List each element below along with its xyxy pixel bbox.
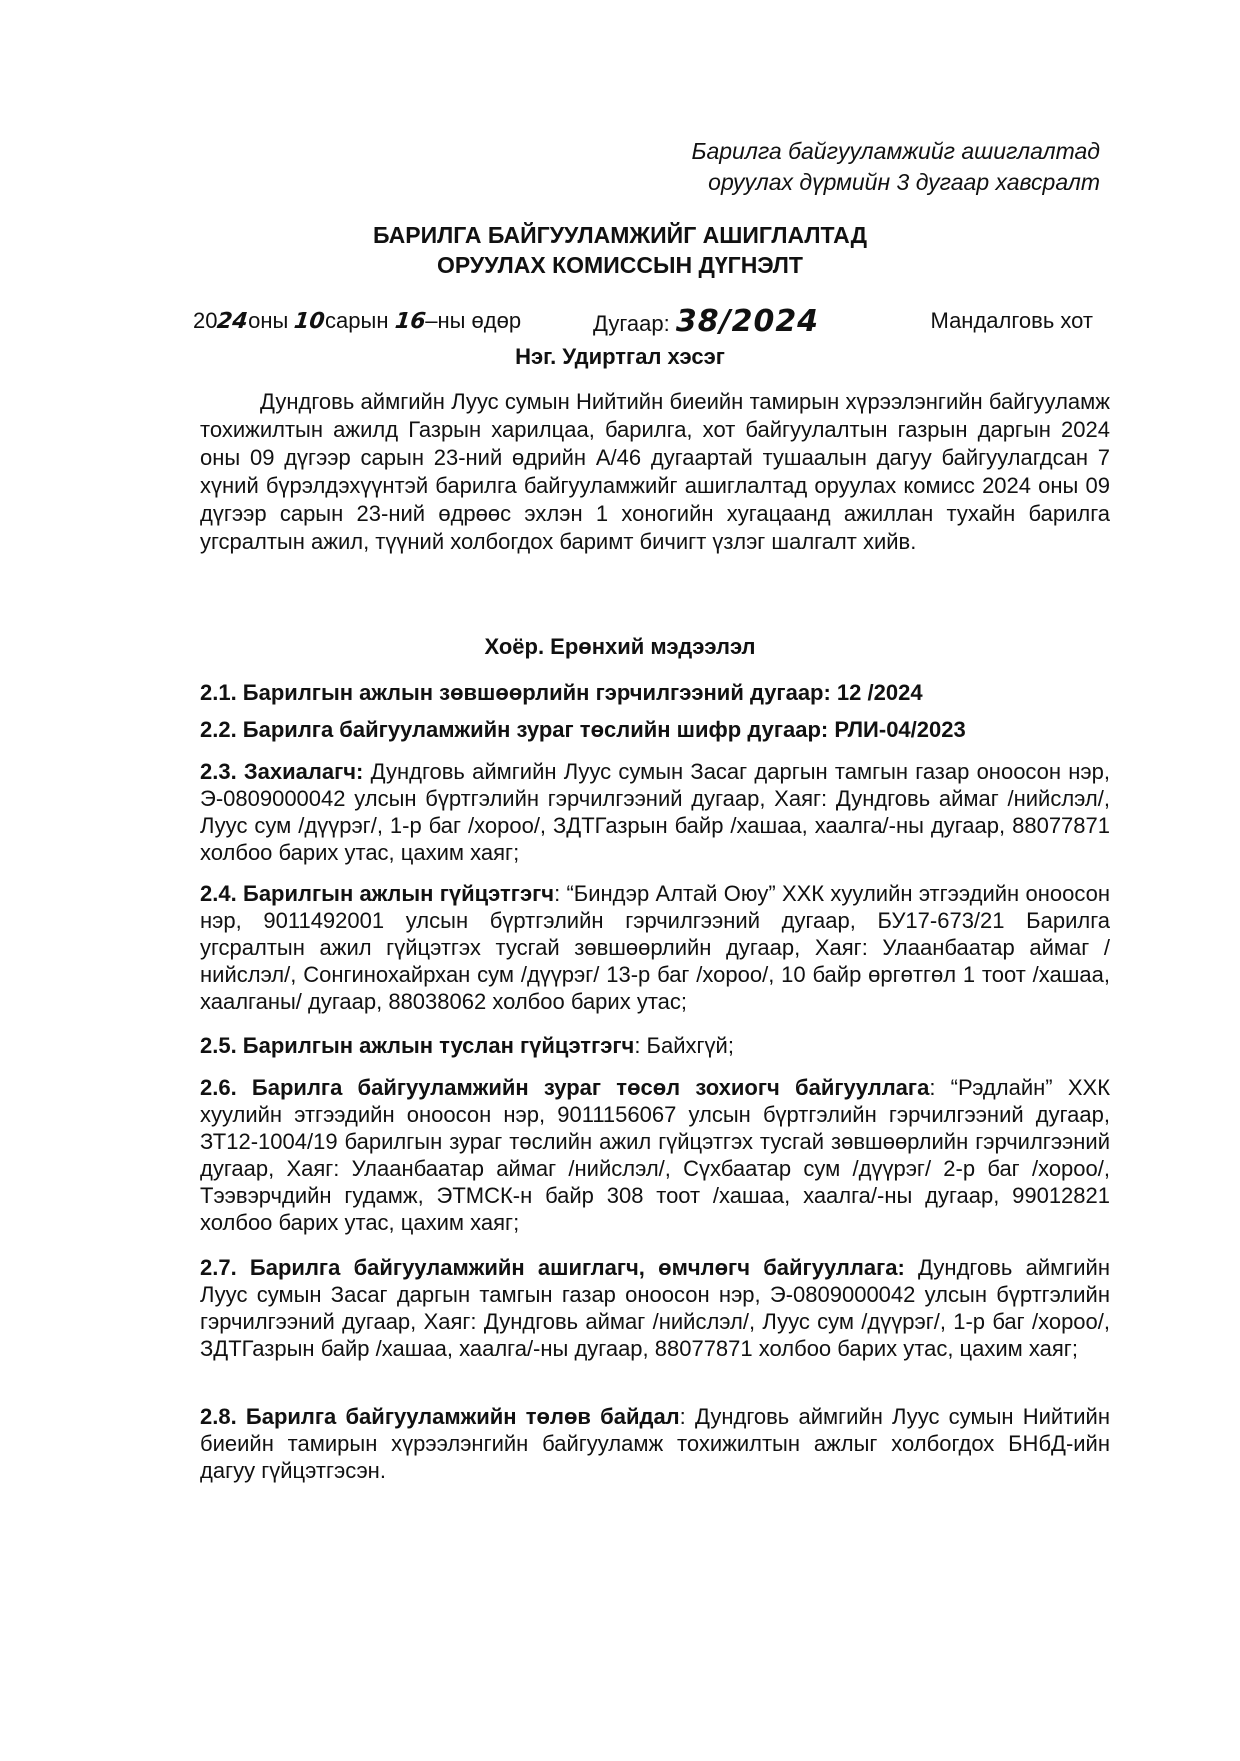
title-line-2: ОРУУЛАХ КОМИССЫН ДҮГНЭЛТ — [436, 252, 803, 278]
year-prefix: 20 — [193, 308, 218, 333]
annex-reference — [580, 136, 1100, 198]
date-number-line — [193, 300, 1093, 340]
item-2-8-text: : Дундговь аймгийн Луус сумын Нийтийн биеийн тамирын хүрээлэнгийн байгууламж тохижилтын ажлыг холбогдох БНбД-ийн дагуу гүйцэтгэсэн. — [200, 1404, 1110, 1483]
month-handwritten: 10 — [293, 309, 327, 334]
item-2-4-text: : “Биндэр Алтай Оюу” ХХК хуулийн этгээдийн оноосон нэр, 9011492001 улсын бүртгэлийн гэрчилгээний дугаар, БУ17-673/21 Барилга угсралтын ажил гүйцэтгэх тусгай зөвшөөрлийн дугаар, Хаяг: Улаанбаатар аймаг /нийслэл/, Сонгинохайрхан сум /дүүрэг/ 13-р баг /хороо/, 10 байр өргөтгөл 1 тоот /хашаа, хаалганы/ дугаар, 88038062 холбоо барих утас; — [200, 881, 1110, 1014]
document-title — [0, 220, 1240, 280]
item-2-4 — [200, 880, 1110, 1015]
document-date — [193, 308, 521, 334]
month-suffix: сарын — [325, 308, 395, 333]
item-2-7-label: 2.7. Барилга байгууламжийн ашиглагч, өмчлөгч байгууллага: — [200, 1255, 905, 1280]
item-2-3-label: 2.3. Захиалагч: — [200, 759, 364, 784]
section-2-title: Хоёр. Ерөнхий мэдээлэл — [484, 634, 756, 659]
day-suffix: –ны өдөр — [425, 308, 522, 333]
item-2-5-text: : Байхгүй; — [634, 1033, 734, 1058]
item-2-1-label: 2.1. Барилгын ажлын зөвшөөрлийн гэрчилгээний дугаар: 12 /2024 — [200, 680, 923, 705]
year-handwritten: 24 — [216, 309, 250, 334]
item-2-8 — [200, 1403, 1110, 1484]
document-place: Мандалговь хот — [930, 308, 1093, 333]
day-handwritten: 16 — [393, 309, 427, 334]
number-handwritten: 38/2024 — [675, 304, 820, 339]
item-2-3 — [200, 758, 1110, 866]
item-2-6 — [200, 1074, 1110, 1236]
section-1-title: Нэг. Удиртгал хэсэг — [515, 344, 725, 369]
item-2-3-text: Дундговь аймгийн Луус сумын Засаг даргын тамгын газар оноосон нэр, Э-0809000042 улсын бүртгэлийн гэрчилгээний дугаар, Хаяг: Дундговь аймаг /нийслэл/, Луус сум /дүүрэг/, 1-р баг /хороо/, ЗДТГазрын байр /хашаа, хаалга/-ны дугаар, 88077871 холбоо барих утас, цахим хаяг; — [200, 759, 1110, 865]
year-suffix: оны — [248, 308, 295, 333]
item-2-8-label: 2.8. Барилга байгууламжийн төлөв байдал — [200, 1404, 680, 1429]
item-2-5 — [200, 1032, 1110, 1059]
item-2-7-text: Дундговь аймгийн Луус сумын Засаг даргын тамгын газар оноосон нэр, Э-0809000042 улсын бүртгэлийн гэрчилгээний дугаар, Хаяг: Дундговь аймаг /нийслэл/, Луус сум /дүүрэг/, 1-р баг /хороо/, ЗДТГазрын байр /хашаа, хаалга/-ны дугаар, 88077871 холбоо барих утас, цахим хаяг; — [200, 1255, 1110, 1361]
item-2-7 — [200, 1254, 1110, 1362]
item-2-4-label: 2.4. Барилгын ажлын гүйцэтгэгч — [200, 881, 555, 906]
item-2-6-text: : “Рэдлайн” ХХК хуулийн этгээдийн оноосон нэр, 9011156067 улсын бүртгэлийн гэрчилгээний дугаар, ЗТ12-1004/19 барилгын зураг төслийн ажил гүйцэтгэх тусгай зөвшөөрлийн гэрчилгээний дугаар, Хаяг: Улаанбаатар аймаг /нийслэл/, Сүхбаатар сум /дүүрэг/ 2-р баг /хороо/, Тээвэрчдийн гудамж, ЭТМСК-н байр 308 тоот /хашаа, хаалга/-ны дугаар, 99012821 холбоо барих утас, цахим хаяг; — [200, 1075, 1111, 1235]
item-2-1 — [200, 679, 1110, 706]
document-number — [593, 304, 819, 339]
item-2-2 — [200, 716, 1110, 743]
item-2-5-label: 2.5. Барилгын ажлын туслан гүйцэтгэгч — [200, 1033, 635, 1058]
item-2-6-label: 2.6. Барилга байгууламжийн зураг төсөл зохиогч байгууллага — [200, 1075, 930, 1100]
title-line-1: БАРИЛГА БАЙГУУЛАМЖИЙГ АШИГЛАЛТАД — [373, 222, 867, 248]
annex-line-2: оруулах дүрмийн 3 дугаар хавсралт — [708, 169, 1100, 195]
section-1-text: Дундговь аймгийн Луус сумын Нийтийн биеийн тамирын хүрээлэнгийн байгууламж тохижилтын ажилд Газрын харилцаа, барилга, хот байгуулалтын газрын даргын 2024 оны 09 дүгээр сарын 23-ний өдрийн А/46 дугаартай тушаалын дагуу байгуулагдсан 7 хүний бүрэлдэхүүнтэй барилга байгууламжийг ашиглалтад оруулах комисс 2024 оны 09 дүгээр сарын 23-ний өдрөөс эхлэн 1 хоногийн хугацаанд ажиллан тухайн барилга угсралтын ажил, түүний холбогдох баримт бичигт үзлэг шалгалт хийв. — [200, 389, 1110, 554]
number-label: Дугаар: — [593, 311, 676, 336]
item-2-2-label: 2.2. Барилга байгууламжийн зураг төслийн шифр дугаар: РЛИ-04/2023 — [200, 717, 966, 742]
annex-line-1: Барилга байгууламжийг ашиглалтад — [691, 138, 1100, 164]
